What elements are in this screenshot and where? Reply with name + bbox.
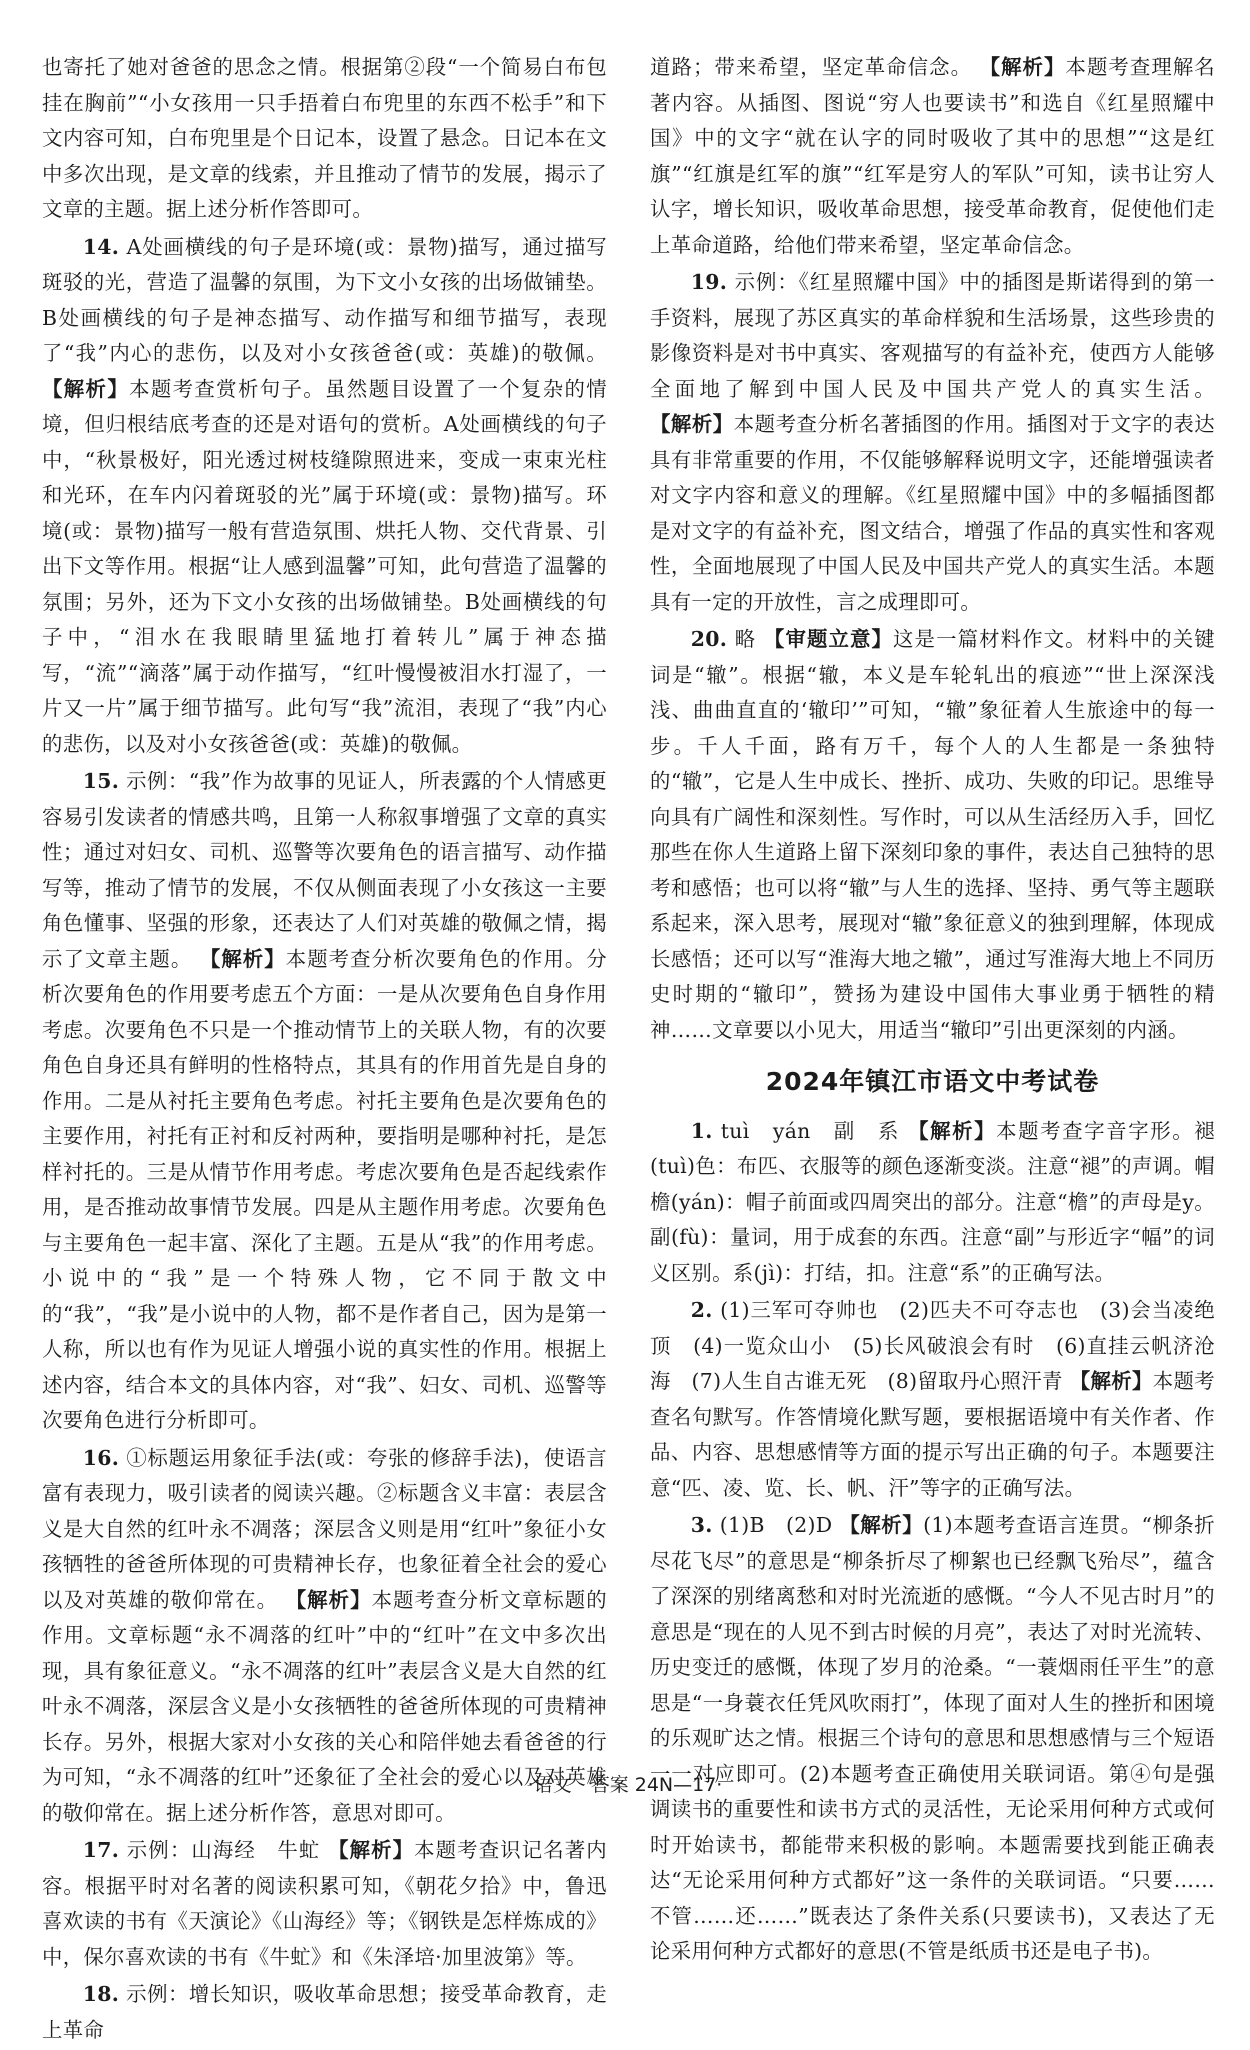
answer-text: 略 [734,627,757,651]
exam-section-title: 2024年镇江市语文中考试卷 [765,1067,1100,1096]
question-14 [42,230,607,763]
answer-text: tuì yán 副 系 [720,1118,900,1143]
analysis-text: 本题考查分析文章标题的作用。文章标题“永不凋落的红叶”中的“红叶”在文中多次出现，具有象征意义。“永不凋落的红叶”表层含义是大自然的红叶永不凋落，深层含义是小女孩牺牲的爸爸所体现的可贵精神长存。另外，根据大家对小女孩的关心和陪伴她去看爸爸的行为可知，“永不凋落的红叶”还象征了全社会的爱心以及对英雄的敬仰常在。据上述分析作答，意思对即可。 [42,1587,607,1825]
analysis-tag: 【解析】 [1069,1369,1153,1393]
question-number: 20. [690,627,728,651]
exam-question-3 [650,1508,1215,1970]
question-18 [42,1977,607,2048]
analysis-text: 本题考查字音字形。褪(tuì)色：布匹、衣服等的颜色逐渐变淡。注意“褪”的声调。帽檐(yán)：帽子前面或四周突出的部分。注意“檐”的声母是y。副(fù)：量词，用于成套的东西。注意“副”与形近字“幅”的词义区别。系(jì)：打结，扣。注意“系”的正确写法。 [650,1118,1215,1285]
analysis-tag: 【解析】 [839,1513,924,1537]
analysis-tag: 【解析】 [199,946,286,971]
question-18-continued [650,50,1215,263]
answer-text: (1)B (2)D [719,1513,833,1537]
analysis-text: 本题考查分析名著插图的作用。插图对于文字的表达具有非常重要的作用，不仅能够解释说明文字，还能增强读者对文字内容和意义的理解。《红星照耀中国》中的多幅插图都是对文字的有益补充，图文结合，增强了作品的真实性和客观性，全面地展现了中国人民及中国共产党人的真实生活。本题具有一定的开放性，言之成理即可。 [650,412,1215,614]
answer-text: 示例：《红星照耀中国》中的插图是斯诺得到的第一手资料，展现了苏区真实的革命样貌和生活场景，这些珍贵的影像资料是对书中真实、客观描写的有益补充，使西方人能够全面地了解到中国人民及中国共产党人的真实生活。 [650,270,1215,401]
question-number: 17. [82,1838,120,1862]
question-17 [42,1833,607,1975]
answer-text: (1)三军可夺帅也 (2)匹夫不可夺志也 (3)会当凌绝顶 (4)一览众山小 (5)长风破浪会有时 (6)直挂云帆济沧海 (7)人生自古谁无死 (8)留取丹心照汗青 [650,1298,1215,1393]
exam-question-2 [650,1293,1215,1506]
question-15 [42,764,607,1439]
analysis-tag: 【审题立意】 [763,627,894,651]
answer-text: A处画横线的句子是环境(或：景物)描写，通过描写斑驳的光，营造了温馨的氛围，为下文小女孩的出场做铺垫。B处画横线的句子是神态描写、动作描写和细节描写，表现了“我”内心的悲伤，以及对小女孩爸爸(或：英雄)的敬佩。 [42,234,607,365]
analysis-tag: 【解析】 [285,1587,372,1612]
question-number: 1. [690,1118,713,1143]
question-number: 14. [82,234,120,259]
answer-text: 示例：“我”作为故事的见证人，所表露的个人情感更容易引发读者的情感共鸣，且第一人称叙事增强了文章的真实性；通过对妇女、司机、巡警等次要角色的语言描写、动作描写等，推动了情节的发展，不仅从侧面表现了小女孩这一主要角色懂事、坚强的形象，还表达了人们对英雄的敬佩之情，揭示了文章主题。 [42,769,607,971]
analysis-text: 本题考查赏析句子。虽然题目设置了一个复杂的情境，但归根结底考查的还是对语句的赏析。A处画横线的句子中，“秋景极好，阳光透过树枝缝隙照进来，变成一束束光柱和光环，在车内闪着斑驳的光”属于环境(或：景物)描写。环境(或：景物)描写一般有营造氛围、烘托人物、交代背景、引出下文等作用。根据“让人感到温馨”可知，此句营造了温馨的氛围；另外，还为下文小女孩的出场做铺垫。B处画横线的句子中，“泪水在我眼睛里猛地打着转儿”属于神态描写，“流”“滴落”属于动作描写，“红叶慢慢被泪水打湿了，一片又一片”属于细节描写。此句写“我”流泪，表现了“我”内心的悲伤，以及对小女孩爸爸(或：英雄)的敬佩。 [42,376,607,756]
answer-text: ①标题运用象征手法(或：夸张的修辞手法)，使语言富有表现力，吸引读者的阅读兴趣。②标题含义丰富：表层含义是大自然的红叶永不凋落；深层含义则是用“红叶”象征小女孩牺牲的爸爸所体现的可贵精神长存，也象征着全社会的爱心以及对英雄的敬仰常在。 [42,1445,607,1612]
page-footer: ·语文 答案 24N—17· [527,1774,723,1796]
analysis-text: 本题考查分析次要角色的作用。分析次要角色的作用要考虑五个方面：一是从次要角色自身作用考虑。次要角色不只是一个推动情节上的关联人物，有的次要角色自身还具有鲜明的性格特点，其具有的作用首先是自身的作用。二是从衬托主要角色考虑。衬托主要角色是次要角色的主要作用，衬托有正衬和反衬两种，要指明是哪种衬托，是怎样衬托的。三是从情节作用考虑。考虑次要角色是否起线索作用，是否推动故事情节发展。四是从主题作用考虑。次要角色与主要角色一起丰富、深化了主题。五是从“我”的作用考虑。小说中的“我”是一个特殊人物，它不同于散文中的“我”，“我”是小说中的人物，都不是作者自己，因为是第一人称，所以也有作为见证人增强小说的真实性的作用。根据上述内容，结合本文的具体内容，对“我”、妇女、司机、巡警等次要角色进行分析即可。 [42,946,607,1432]
analysis-tag: 【解析】 [908,1118,997,1143]
question-number: 16. [82,1445,120,1470]
question-number: 3. [690,1513,713,1537]
question-number: 2. [690,1298,713,1322]
question-number: 15. [82,769,120,793]
analysis-text: 本题考查识记名著内容。根据平时对名著的阅读积累可知，《朝花夕拾》中，鲁迅喜欢读的书有《天演论》《山海经》等；《钢铁是怎样炼成的》中，保尔喜欢读的书有《牛虻》和《朱泽培·加里波第》等。 [42,1838,607,1969]
answer-text: 示例：增长知识，吸收革命思想；接受革命教育，走上革命 [42,1982,607,2042]
answer-text: 示例：山海经 牛虻 [126,1838,321,1862]
analysis-text: 这是一篇材料作文。材料中的关键词是“辙”。根据“辙，本义是车轮轧出的痕迹”“世上深深浅浅、曲曲直直的‘辙印’”可知，“辙”象征着人生旅途中的每一步。千人千面，路有万千，每个人的人生都是一条独特的“辙”，它是人生中成长、挫折、成功、失败的印记。思维导向具有广阔性和深刻性。写作时，可以从生活经历入手，回忆那些在你人生道路上留下深刻印象的事件，表达自己独特的思考和感悟；也可以将“辙”与人生的选择、坚持、勇气等主题联系起来，深入思考，展现对“辙”象征意义的独到理解，体现成长感悟；还可以写“淮海大地之辙”，通过写淮海大地上不同历史时期的“辙印”，赞扬为建设中国伟大事业勇于牺牲的精神……文章要以小见大，用适当“辙印”引出更深刻的内涵。 [650,627,1215,1042]
answer-text: 道路；带来希望，坚定革命信念。 [650,55,973,79]
analysis-text: 本题考查名句默写。作答情境化默写题，要根据语境中有关作者、作品、内容、思想感情等方面的提示写出正确的句子。本题要注意“匹、凌、览、长、帆、汗”等字的正确写法。 [650,1369,1215,1500]
analysis-text: 本题考查理解名著内容。从插图、图说“穷人也要读书”和选自《红星照耀中国》中的文字“就在认字的同时吸收了其中的思想”“这是红旗”“红旗是红军的旗”“红军是穷人的军队”可知，读书让穷人认字，增长知识，吸收革命思想，接受革命教育，促使他们走上革命道路，给他们带来希望，坚定革命信念。 [650,55,1215,257]
analysis-tag: 【解析】 [328,1838,415,1862]
analysis-tag: 【解析】 [42,376,130,401]
exam-question-1 [650,1114,1215,1292]
analysis-tag: 【解析】 [979,55,1066,79]
analysis-text: (1)本题考查语言连贯。“柳条折尽花飞尽”的意思是“柳条折尽了柳絮也已经飘飞殆尽”，蕴含了深深的别绪离愁和对时光流逝的感慨。“今人不见古时月”的意思是“现在的人见不到古时候的月亮”，表达了对时光流转、历史变迁的感慨，体现了岁月的沧桑。“一蓑烟雨任平生”的意思是“一身蓑衣任凭风吹雨打”，体现了面对人生的挫折和困境的乐观旷达之情。根据三个诗句的意思和思想感情与三个短语一一对应即可。(2)本题考查正确使用关联词语。第④句是强调读书的重要性和读书方式的灵活性，无论采用何种方式或何时开始读书，都能带来积极的影响。本题需要找到能正确表达“无论采用何种方式都好”这一条件的关联词语。“只要……不管……还……”既表达了条件关系(只要读书)，又表达了无论采用何种方式都好的意思(不管是纸质书还是电子书)。 [650,1513,1216,1963]
intro-paragraph: 也寄托了她对爸爸的思念之情。根据第②段“一个简易白布包挂在胸前”“小女孩用一只手捂着白布兜里的东西不松手”和下文内容可知，白布兜里是个日记本，设置了悬念。日记本在文中多次出现，是文章的线索，并且推动了情节的发展，揭示了文章的主题。据上述分析作答即可。 [42,55,607,221]
left-column [42,50,607,2050]
question-number: 18. [82,1982,120,2006]
question-number: 19. [690,270,728,294]
analysis-tag: 【解析】 [650,412,734,436]
right-column [650,50,1215,1972]
question-20 [650,622,1215,1048]
question-19 [650,265,1215,620]
